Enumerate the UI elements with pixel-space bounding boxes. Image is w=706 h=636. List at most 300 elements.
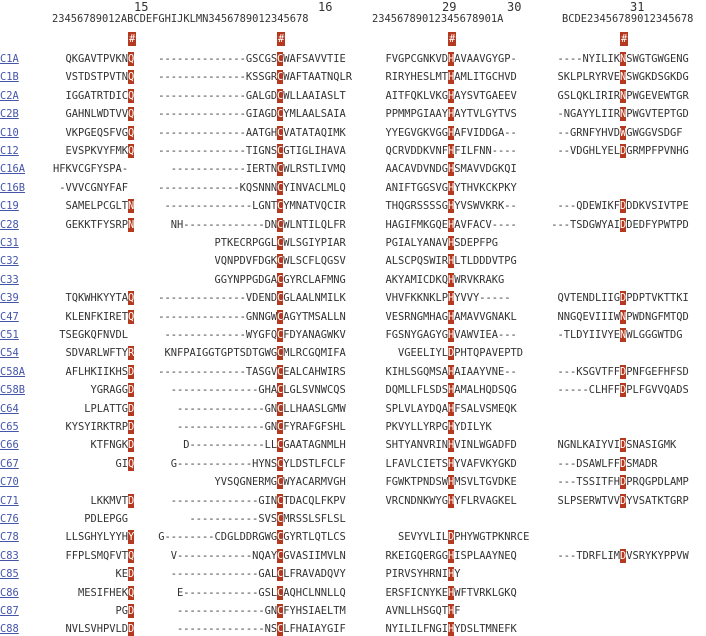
conserved-residue: H <box>448 384 455 397</box>
sequence-segment: LFRAVADQVY <box>283 568 346 581</box>
conserved-residue: C <box>277 568 284 581</box>
sequence-segment: ERSFICNYKE <box>385 586 449 599</box>
sequence-segment: AMAVVGNAKL <box>454 310 517 323</box>
conserved-residue: N <box>128 218 135 231</box>
sequence-segment: QVTENDLIIG <box>557 292 621 305</box>
sequence-segment: --------------KSSGR <box>158 71 278 84</box>
sequence-segment: AACAVDVNDG <box>385 163 449 176</box>
conserved-residue: C <box>277 384 284 397</box>
sequence-label-link[interactable]: C2A <box>0 89 19 102</box>
conserved-residue: C <box>277 145 284 157</box>
sequence-segment: YINVACLMLQ <box>283 181 346 194</box>
sequence-segment: TQKWHKYYTA <box>65 292 129 305</box>
sequence-segment: SHTYANVRIN <box>385 439 449 452</box>
conserved-residue: Q <box>128 292 135 305</box>
conserved-residue: H <box>448 439 455 452</box>
sequence-segment: --------------GN <box>177 605 278 617</box>
sequence-segment: -------------KQSNNN <box>158 181 278 194</box>
conserved-residue: Q <box>128 108 135 121</box>
sequence-segment: MRSSLSFLSL <box>283 513 346 525</box>
sequence-label-link[interactable]: C71 <box>0 494 19 507</box>
sequence-segment: PWGVTEPTGD <box>626 108 689 121</box>
sequence-segment: PPMMPGIAAY <box>385 108 449 121</box>
sequence-segment: VSTDSTPVTN <box>65 71 129 84</box>
column-number-15: 15 <box>134 0 149 14</box>
sequence-segment: -------------WYGFQ <box>164 329 278 341</box>
sequence-segment: VGEELIYL <box>398 347 449 360</box>
residue-ruler-2: 23456789012345678901A <box>372 13 504 25</box>
conserved-residue: C <box>277 71 284 84</box>
sequence-segment: PNFGEFHFSD <box>626 365 689 378</box>
sequence-segment: -NGAYYLIIR <box>557 108 621 121</box>
sequence-segment: PHTQPAVEPTD <box>454 347 524 360</box>
sequence-label-link[interactable]: C16B <box>0 181 26 194</box>
sequence-segment: WLGGGWTDG <box>626 329 683 341</box>
sequence-segment: KTFNGK <box>90 439 129 452</box>
conserved-residue: H <box>448 200 455 213</box>
sequence-segment: YYEGVGKVGG <box>385 126 449 139</box>
sequence-segment: --------------GALGD <box>158 89 278 102</box>
sequence-segment: LLSGHYLYYH <box>65 531 129 544</box>
sequence-label-link[interactable]: C31 <box>0 237 19 249</box>
conserved-residue: C <box>277 329 284 341</box>
sequence-segment: --------------GIAGD <box>158 108 278 121</box>
sequence-label-link[interactable]: C10 <box>0 126 19 139</box>
sequence-segment: FILFNN---- <box>454 145 517 157</box>
conserved-residue: H <box>448 89 455 102</box>
sequence-segment: YLDSTLFCLF <box>283 457 346 470</box>
sequence-segment: -VVVCGNYFAF <box>59 181 129 194</box>
sequence-segment: ---DSAWLFF <box>557 457 621 470</box>
sequence-segment: PWGEVEWTGR <box>626 89 689 102</box>
conserved-residue: C <box>277 402 284 415</box>
sequence-label-link[interactable]: C28 <box>0 218 19 231</box>
sequence-segment: FDYANAGWKV <box>283 329 346 341</box>
sequence-segment: SKLPLRYRVE <box>557 71 621 84</box>
sequence-segment: SPLVLAYDQA <box>385 402 449 415</box>
sequence-segment: GAATAGNMLH <box>283 439 346 452</box>
sequence-segment: GYRTLQTLCS <box>283 531 346 544</box>
column-number-30: 30 <box>507 0 522 14</box>
sequence-label-link[interactable]: C64 <box>0 402 19 415</box>
sequence-segment: DEDFYPWTPD <box>626 218 689 231</box>
conserved-residue: Q <box>128 457 135 470</box>
sequence-segment: QKGAVTPVKN <box>65 53 129 65</box>
sequence-segment: KIHLSGQMSA <box>385 365 449 378</box>
conserved-residue: D <box>128 439 135 452</box>
sequence-segment: GI <box>115 457 129 470</box>
conserved-residue: D <box>620 494 627 507</box>
sequence-segment: ------------IERTN <box>170 163 278 176</box>
sequence-label-link[interactable]: C19 <box>0 200 19 213</box>
conserved-residue: C <box>277 549 284 562</box>
sequence-segment: NYILILFNGI <box>385 623 449 636</box>
sequence-segment: VHVFKKNKLP <box>385 292 449 305</box>
sequence-segment: SLPSERWTVV <box>557 494 621 507</box>
sequence-segment: Y <box>454 568 461 581</box>
conserved-residue: N <box>620 89 627 102</box>
residue-ruler-1: 23456789012ABCDEFGHIJKLMN3456789012345678 <box>52 13 309 25</box>
sequence-segment: ---QDEWIKF <box>557 200 621 213</box>
sequence-segment: AVAAVGYGP- <box>454 53 517 65</box>
sequence-segment: WLRSTLIVMQ <box>283 163 346 176</box>
residue-ruler-3: BCDE23456789012345678 <box>562 13 694 25</box>
sequence-segment: --------------VDEND <box>158 292 278 305</box>
sequence-segment: SWGKDSGKDG <box>626 71 689 84</box>
sequence-segment: RKEIGQERGG <box>385 549 449 562</box>
conserved-residue: C <box>277 200 284 213</box>
sequence-segment: GWGGVSDGF <box>626 126 683 139</box>
sequence-segment: LKKMVT <box>90 494 129 507</box>
sequence-segment: YVAFVKYGKD <box>454 457 517 470</box>
sequence-segment: PHYWGTPKNRCE <box>454 531 530 544</box>
sequence-segment: NNGQEVIIIW <box>557 310 621 323</box>
sequence-segment: LFHAIAYGIF <box>283 623 346 636</box>
sequence-segment: DQMLLFLSDS <box>385 384 449 397</box>
conserved-residue: C <box>277 439 284 452</box>
sequence-segment: SEVYVLIL <box>398 531 449 544</box>
sequence-segment: GRMPFPVNHG <box>626 145 689 157</box>
conserved-residue: H <box>448 71 455 84</box>
sequence-segment: QCRVDDKVNF <box>385 145 449 157</box>
conserved-residue: D <box>448 531 455 544</box>
conserved-residue: H <box>448 568 455 581</box>
conserved-residue: H <box>448 421 455 433</box>
conserved-residue: D <box>620 292 627 305</box>
conserved-residue: H <box>448 457 455 470</box>
sequence-segment: GLAALNMILK <box>283 292 346 305</box>
sequence-segment: ISPLAAYNEQ <box>454 549 517 562</box>
sequence-segment: F <box>454 605 461 617</box>
conserved-residue: H <box>448 108 455 121</box>
sequence-segment: --------------GSCGS <box>158 53 278 65</box>
sequence-segment: AMALHQDSQG <box>454 384 517 397</box>
sequence-label-link[interactable]: C58A <box>0 365 26 378</box>
sequence-segment: MESIFHEK <box>78 586 129 599</box>
sequence-label-link[interactable]: C83 <box>0 549 19 562</box>
sequence-label-link[interactable]: C12 <box>0 145 19 157</box>
conserved-residue: D <box>128 605 135 617</box>
sequence-segment: ---TSSITFH <box>557 476 621 489</box>
sequence-segment: KLENFKIRET <box>65 310 129 323</box>
conserved-residue: H <box>448 126 455 139</box>
conserved-residue: H <box>448 494 455 507</box>
conserved-residue: H <box>448 292 455 305</box>
sequence-segment: WRVKRAKG <box>454 273 505 286</box>
conserved-residue: C <box>277 586 284 599</box>
sequence-segment: VAWVIEA--- <box>454 329 517 341</box>
sequence-segment: YVSATKTGRP <box>626 494 689 507</box>
conserved-residue: C <box>277 292 284 305</box>
sequence-segment: NGNLKAIYVI <box>557 439 621 452</box>
sequence-segment: PTKECRPGGL <box>214 237 278 249</box>
sequence-segment: SMADR <box>626 457 658 470</box>
conserved-residue: C <box>277 89 284 102</box>
sequence-label-link[interactable]: C54 <box>0 347 19 360</box>
conserved-residue: Q <box>128 310 135 323</box>
conserved-residue: Q <box>128 145 135 157</box>
sequence-label-link[interactable]: C78 <box>0 531 19 544</box>
conserved-residue: C <box>277 365 284 378</box>
sequence-segment: VINLWGADFD <box>454 439 517 452</box>
conserved-residue: C <box>277 126 284 139</box>
sequence-segment: VRCNDNKWYG <box>385 494 449 507</box>
sequence-segment: --------------GN <box>177 402 278 415</box>
sequence-segment: PG <box>115 605 129 617</box>
sequence-segment: THQGRSSSSG <box>385 200 449 213</box>
conserved-residue: Q <box>128 53 135 65</box>
sequence-segment: --------------LGNT <box>164 200 278 213</box>
sequence-label-link[interactable]: C33 <box>0 273 19 286</box>
conserved-residue: H <box>448 402 455 415</box>
sequence-segment: FFPLSMQFVT <box>65 549 129 562</box>
sequence-label-link[interactable]: C1A <box>0 53 19 65</box>
conserved-residue: H <box>448 237 455 249</box>
conserved-residue: R <box>128 347 135 360</box>
sequence-segment: YDSLTMNEFK <box>454 623 517 636</box>
sequence-segment: FVGPCGNKVD <box>385 53 449 65</box>
sequence-segment: ---TDRFLIM <box>557 549 621 562</box>
sequence-segment: PLFGVVQADS <box>626 384 689 397</box>
sequence-segment: VSRYKYPPVW <box>626 549 689 562</box>
sequence-segment: LGLSVNWCQS <box>283 384 346 397</box>
sequence-segment: KE <box>115 568 129 581</box>
sequence-segment: --------------AATGH <box>158 126 278 139</box>
conserved-residue: C <box>277 513 284 525</box>
conserved-residue: H <box>448 255 455 268</box>
sequence-segment: WLLAAIASLT <box>283 89 346 102</box>
sequence-label-link[interactable]: C39 <box>0 292 19 305</box>
sequence-label-link[interactable]: C51 <box>0 329 19 341</box>
sequence-segment: YVSQGNERMG <box>214 476 278 489</box>
sequence-segment: YTHVKCKPKY <box>454 181 517 194</box>
sequence-segment: PGIALYANAV <box>385 237 449 249</box>
sequence-segment: LLHAASLGMW <box>283 402 346 415</box>
column-number-16: 16 <box>318 0 333 14</box>
sequence-label-link[interactable]: C67 <box>0 457 19 470</box>
sequence-segment: SAMELPCGLT <box>65 200 129 213</box>
conserved-residue: D <box>128 402 135 415</box>
sequence-segment: FYRAFGFSHL <box>283 421 346 433</box>
sequence-label-link[interactable]: C47 <box>0 310 19 323</box>
sequence-segment: KNFPAIGGTGPTSDTGWG <box>164 347 278 360</box>
conserved-residue: H <box>448 605 455 617</box>
column-number-29: 29 <box>442 0 457 14</box>
conserved-residue: C <box>277 623 284 636</box>
sequence-segment: MLRCGQMIFA <box>283 347 346 360</box>
sequence-label-link[interactable]: C76 <box>0 513 19 525</box>
conserved-residue: Q <box>128 89 135 102</box>
conserved-residue: N <box>620 108 627 121</box>
sequence-segment: --------------TIGNS <box>158 145 278 157</box>
sequence-segment: MSVLTGVDKE <box>454 476 517 489</box>
sequence-segment: FYHSIAELTM <box>283 605 346 617</box>
sequence-label-link[interactable]: C1B <box>0 71 19 84</box>
sequence-segment: YVVY----- <box>454 292 511 305</box>
sequence-label-link[interactable]: C86 <box>0 586 19 599</box>
sequence-label-link[interactable]: C88 <box>0 623 19 636</box>
sequence-segment: --------------GIN <box>170 494 278 507</box>
sequence-segment: GYRCLAFMNG <box>283 273 346 286</box>
sequence-segment: YFLRVAGKEL <box>454 494 517 507</box>
sequence-segment: --VDGHLYEL <box>557 145 621 157</box>
conserved-residue: C <box>277 108 284 121</box>
sequence-segment: YDILYK <box>454 421 492 433</box>
conserved-residue: D <box>620 200 627 213</box>
conserved-residue: C <box>277 421 284 433</box>
sequence-segment: AQHCLNNLLQ <box>283 586 346 599</box>
conserved-residue: D <box>620 365 627 378</box>
sequence-segment: WLSGIYPIAR <box>283 237 346 249</box>
sequence-segment: ---KSGVTFF <box>557 365 621 378</box>
sequence-segment: --------------TASGV <box>158 365 278 378</box>
conserved-residue: C <box>277 273 284 286</box>
sequence-segment: --------------GAL <box>170 568 278 581</box>
conserved-residue: H <box>448 623 455 636</box>
conserved-marker-2: # <box>278 33 285 45</box>
conserved-residue: D <box>620 476 627 489</box>
sequence-label-link[interactable]: C58B <box>0 384 26 397</box>
sequence-segment: VATATAQIMK <box>283 126 346 139</box>
sequence-segment: SMAVVDGKQI <box>454 163 517 176</box>
sequence-segment: AVNLLHSGQT <box>385 605 449 617</box>
sequence-segment: AGYTMSALLN <box>283 310 346 323</box>
conserved-marker-1: # <box>129 33 136 45</box>
conserved-residue: H <box>448 163 455 176</box>
sequence-segment: RIRYHESLMT <box>385 71 449 84</box>
sequence-segment: GEKKTFYSRP <box>65 218 129 231</box>
sequence-segment: SWGTGWGENG <box>626 53 689 65</box>
conserved-residue: H <box>448 53 455 65</box>
sequence-segment: SNASIGMK <box>626 439 677 452</box>
sequence-segment: VQNPDVFDGK <box>214 255 278 268</box>
sequence-segment: WLSCFLQGSV <box>283 255 346 268</box>
conserved-residue: C <box>277 605 284 617</box>
sequence-segment: YMLAALSAIA <box>283 108 346 121</box>
sequence-segment: GVASIIMVLN <box>283 549 346 562</box>
conserved-residue: C <box>277 310 284 323</box>
sequence-segment: YMNATVQCIR <box>283 200 346 213</box>
conserved-residue: D <box>128 568 135 581</box>
sequence-segment: NH-------------DN <box>170 218 278 231</box>
sequence-segment: GTIGLIHAVA <box>283 145 346 157</box>
conserved-residue: C <box>277 476 284 489</box>
sequence-segment: --------------GNNGW <box>158 310 278 323</box>
sequence-segment: G--------CDGLDDRGWG <box>158 531 278 544</box>
sequence-segment: GSLQKLIRIR <box>557 89 621 102</box>
sequence-label-link[interactable]: C70 <box>0 476 19 489</box>
conserved-residue: H <box>448 145 455 157</box>
sequence-label-link[interactable]: C85 <box>0 568 19 581</box>
conserved-residue: D <box>620 549 627 562</box>
sequence-segment: -----------SVS <box>189 513 278 525</box>
sequence-segment: VESRNGMHAG <box>385 310 449 323</box>
sequence-segment: AITFQKLVKG <box>385 89 449 102</box>
conserved-residue: C <box>277 531 284 544</box>
sequence-segment: --------------NS <box>177 623 278 636</box>
conserved-residue: D <box>620 457 627 470</box>
conserved-residue: N <box>620 71 627 84</box>
sequence-segment: PKVYLLYRPG <box>385 421 449 433</box>
conserved-residue: H <box>448 181 455 194</box>
sequence-segment: -----CLHFF <box>557 384 621 397</box>
sequence-segment: ----NYILIK <box>557 53 621 65</box>
conserved-marker-4: # <box>621 33 628 45</box>
sequence-segment: WYACARMVGH <box>283 476 346 489</box>
sequence-segment: E------------GSL <box>177 586 278 599</box>
sequence-segment: FGSNYGAGYG <box>385 329 449 341</box>
sequence-segment: AIAAYVNE-- <box>454 365 517 378</box>
conserved-marker-3: # <box>449 33 456 45</box>
sequence-segment: KYSYIRKTRP <box>65 421 129 433</box>
sequence-segment: AKYAMICDKQ <box>385 273 449 286</box>
sequence-segment: YVSWVKRK-- <box>454 200 517 213</box>
sequence-label-link[interactable]: C65 <box>0 421 19 433</box>
conserved-residue: C <box>277 163 284 176</box>
conserved-residue: C <box>277 457 284 470</box>
sequence-segment: HAGIFMKGQE <box>385 218 449 231</box>
conserved-residue: N <box>128 200 135 213</box>
sequence-segment: PWDNGFMTQD <box>626 310 689 323</box>
conserved-residue: D <box>620 145 627 157</box>
sequence-segment: --------------GN <box>177 421 278 433</box>
sequence-segment: ALSCPQSWIR <box>385 255 449 268</box>
conserved-residue: Q <box>128 549 135 562</box>
sequence-segment: HFKVCGFYSPA- <box>53 163 129 176</box>
sequence-label-link[interactable]: C66 <box>0 439 19 452</box>
conserved-residue: D <box>620 218 627 231</box>
conserved-residue: Y <box>128 531 135 544</box>
conserved-residue: D <box>128 494 135 507</box>
sequence-segment: ---TSDGWYAI <box>551 218 621 231</box>
sequence-segment: --------------GHA <box>170 384 278 397</box>
sequence-segment: EVSPKVYFMK <box>65 145 129 157</box>
sequence-segment: AFVIDDGA-- <box>454 126 517 139</box>
sequence-segment: G------------HYNS <box>170 457 278 470</box>
sequence-segment: FGWKTPNDSW <box>385 476 449 489</box>
sequence-segment: DDKVSIVTPE <box>626 200 689 213</box>
conserved-residue: C <box>277 53 284 65</box>
conserved-residue: Q <box>128 126 135 139</box>
column-number-31: 31 <box>630 0 645 14</box>
conserved-residue: D <box>128 384 135 397</box>
conserved-residue: C <box>277 237 284 249</box>
conserved-residue: D <box>128 365 135 378</box>
sequence-label-link[interactable]: C2B <box>0 108 19 121</box>
sequence-segment: EALCAHWIRS <box>283 365 346 378</box>
sequence-segment: PIRVSYHRNI <box>385 568 449 581</box>
conserved-residue: N <box>620 53 627 65</box>
sequence-segment: TDACQLFKPV <box>283 494 346 507</box>
sequence-label-link[interactable]: C16A <box>0 163 26 176</box>
sequence-label-link[interactable]: C32 <box>0 255 19 268</box>
conserved-residue: N <box>620 329 627 341</box>
conserved-residue: H <box>448 365 455 378</box>
conserved-residue: C <box>277 347 284 360</box>
conserved-residue: D <box>620 439 627 452</box>
sequence-segment: LPLATTG <box>84 402 129 415</box>
sequence-segment: PDPTVKTTKI <box>626 292 689 305</box>
sequence-segment: PDLEPGG <box>84 513 129 525</box>
sequence-segment: GAHNLWDTVV <box>65 108 129 121</box>
conserved-residue: H <box>448 329 455 341</box>
sequence-segment: WLNTILQLFR <box>283 218 346 231</box>
sequence-segment: YGRAGG <box>90 384 129 397</box>
sequence-label-link[interactable]: C87 <box>0 605 19 617</box>
conserved-residue: C <box>277 181 284 194</box>
sequence-segment: WAFTAATNQLR <box>283 71 353 84</box>
sequence-segment: FSALVSMEQK <box>454 402 517 415</box>
